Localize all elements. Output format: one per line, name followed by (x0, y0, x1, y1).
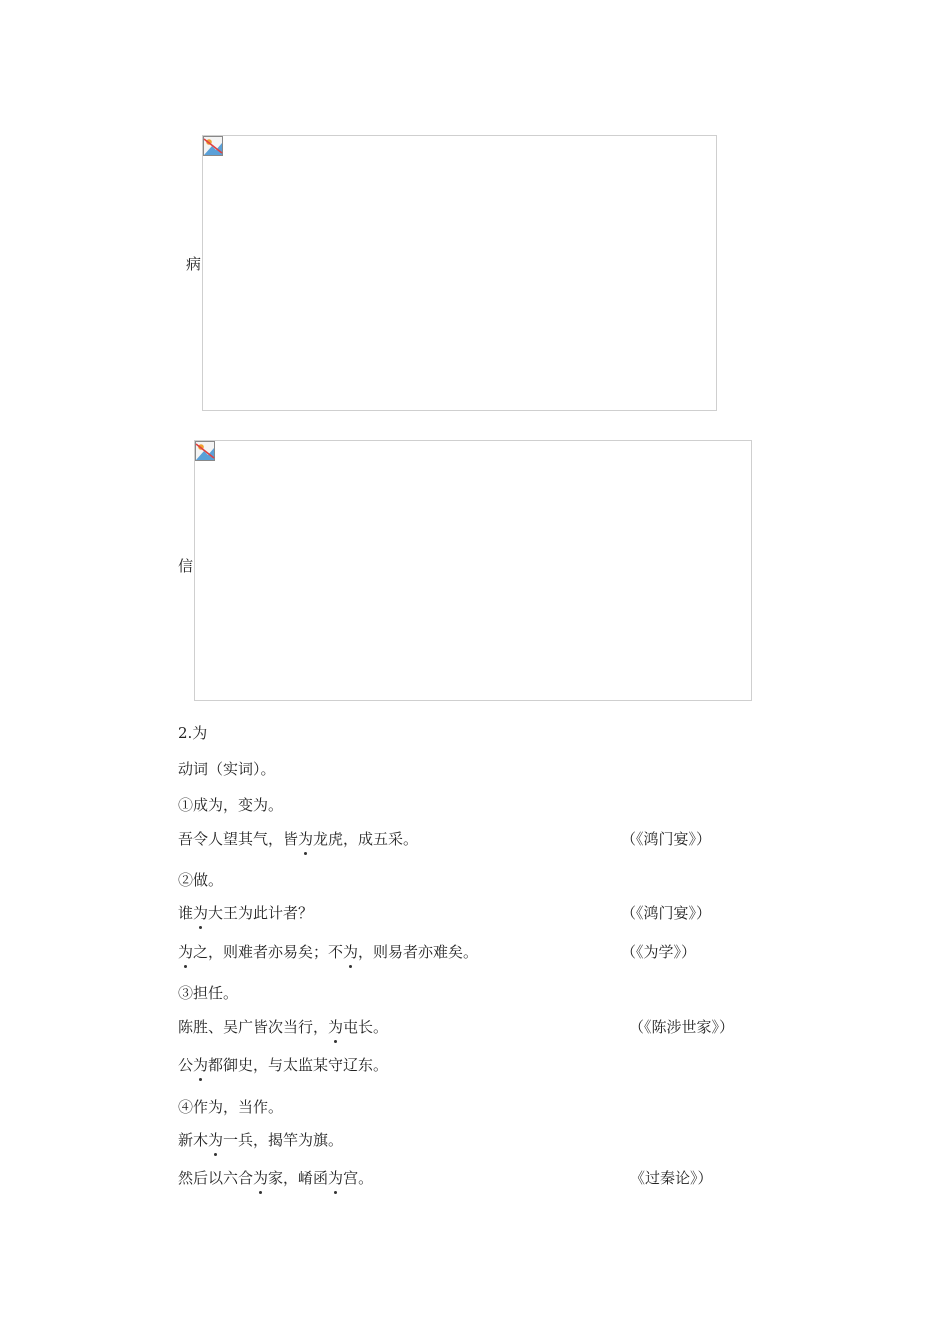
broken-image-icon (195, 441, 215, 461)
example-2-source: （《鸿门宴》） (621, 904, 712, 922)
emphasis-dot-char: 为 (253, 1169, 269, 1187)
sense-4: ④作为，当作。 (178, 1098, 284, 1116)
example-7: 然后以六合为家，崤函为宫。 (178, 1169, 374, 1187)
example-7-source: 《过秦论》） (630, 1169, 713, 1187)
emphasis-dot-char: 为 (178, 943, 194, 961)
section-heading: 2.为 (178, 724, 208, 742)
example-3: 为之，则难者亦易矣；不为，则易者亦难矣。 (178, 943, 479, 961)
example-4: 陈胜、吴广皆次当行，为屯长。 (178, 1018, 389, 1036)
emphasis-dot-char: 为 (343, 943, 359, 961)
broken-image (202, 135, 717, 411)
example-3-source: （《为学》） (621, 943, 697, 961)
sense-3: ③担任。 (178, 984, 239, 1002)
part-of-speech-note: 动词（实词）。 (178, 760, 276, 778)
emphasis-dot-char: 为 (298, 830, 314, 848)
sense-2: ②做。 (178, 871, 224, 889)
example-6: 新木为一兵，揭竿为旗。 (178, 1131, 344, 1149)
image-label: 信 (178, 557, 194, 575)
image-label: 病 (186, 255, 202, 273)
broken-image (194, 440, 752, 701)
example-1: 吾令人望其气，皆为龙虎，成五采。 (178, 830, 419, 848)
broken-image-icon (203, 136, 223, 156)
example-5: 公为都御史，与太监某守辽东。 (178, 1056, 389, 1074)
example-1-source: （《鸿门宴》） (621, 830, 712, 848)
emphasis-dot-char: 为 (328, 1169, 344, 1187)
emphasis-dot-char: 为 (208, 1131, 224, 1149)
example-2: 谁为大王为此计者？ (178, 904, 314, 922)
emphasis-dot-char: 为 (328, 1018, 344, 1036)
emphasis-dot-char: 为 (193, 1056, 209, 1074)
example-4-source: （《陈涉世家》） (629, 1018, 735, 1036)
emphasis-dot-char: 为 (193, 904, 209, 922)
sense-1: ①成为，变为。 (178, 796, 284, 814)
